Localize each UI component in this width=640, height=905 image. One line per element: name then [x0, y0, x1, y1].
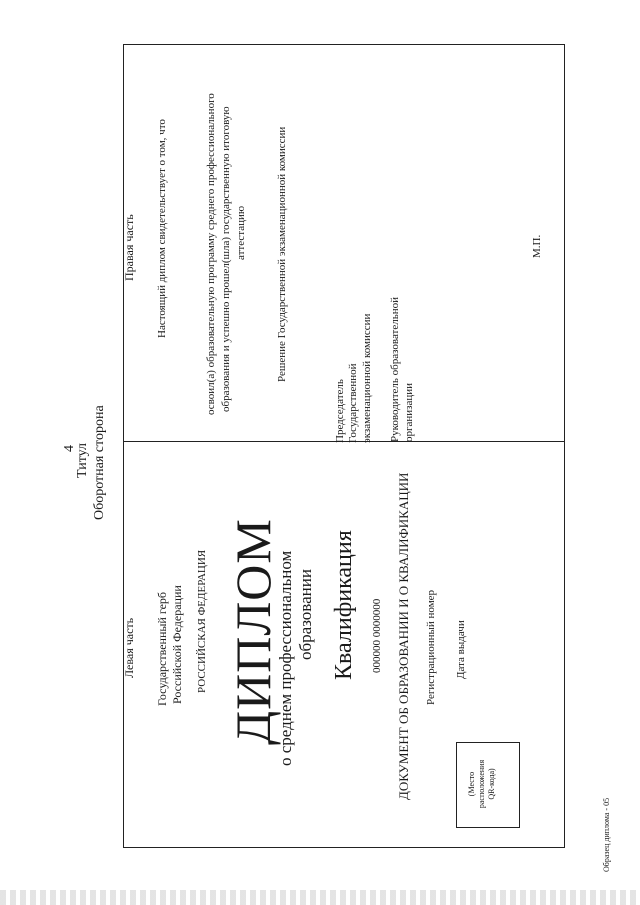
seal-placeholder: М.П.: [531, 234, 543, 258]
head-line-2: организации: [403, 382, 415, 442]
page-number: 4: [62, 445, 77, 452]
chairman-line-1: Председатель: [334, 379, 346, 443]
qr-caption-line-3: QR-кода): [487, 768, 496, 800]
head-line-1: Руководитель образовательной: [389, 296, 401, 442]
page-subtitle: Оборотная сторона: [92, 405, 107, 520]
emblem-line-1: Государственный герб: [155, 591, 169, 706]
education-line-2: образовании: [296, 569, 315, 660]
sample-caption: Образец диплома - 05: [602, 797, 611, 872]
right-part-header: Правая часть: [122, 214, 136, 281]
commission-decision: Решение Государственной экзаменационной комиссии: [276, 126, 288, 382]
qr-caption-line-1: (Место: [467, 771, 476, 797]
qr-caption-line-2: расположения: [477, 759, 486, 809]
document-type: ДОКУМЕНТ ОБ ОБРАЗОВАНИИ И О КВАЛИФИКАЦИИ: [396, 472, 411, 800]
left-part-header: Левая часть: [122, 617, 136, 678]
certifies-text: Настоящий диплом свидетельствует о том, что: [156, 119, 168, 338]
country-name: РОССИЙСКАЯ ФЕДЕРАЦИЯ: [196, 549, 208, 693]
page-title: Титул: [75, 443, 90, 478]
mastered-line-2: образования и успешно прошел(шла) государственную итоговую: [220, 106, 232, 412]
diploma-frame: [123, 44, 565, 848]
scan-edge: [0, 890, 640, 905]
qualification-heading: Квалификация: [331, 530, 357, 680]
issue-date-label: Дата выдачи: [455, 620, 467, 679]
registration-number-label: Регистрационный номер: [425, 589, 437, 705]
emblem-line-2: Российской Федерации: [170, 585, 184, 704]
mastered-line-3: аттестацию: [235, 205, 247, 260]
diploma-heading: ДИПЛОМ: [225, 518, 281, 745]
mastered-line-1: освоил(а) образовательную программу среднего профессионального: [205, 93, 217, 415]
chairman-line-3: экзаменационной комиссии: [361, 313, 373, 443]
education-line-1: о среднем профессиональном: [276, 550, 295, 766]
diploma-number: 000000 0000000: [371, 598, 383, 673]
chairman-line-2: Государственной: [347, 363, 359, 443]
